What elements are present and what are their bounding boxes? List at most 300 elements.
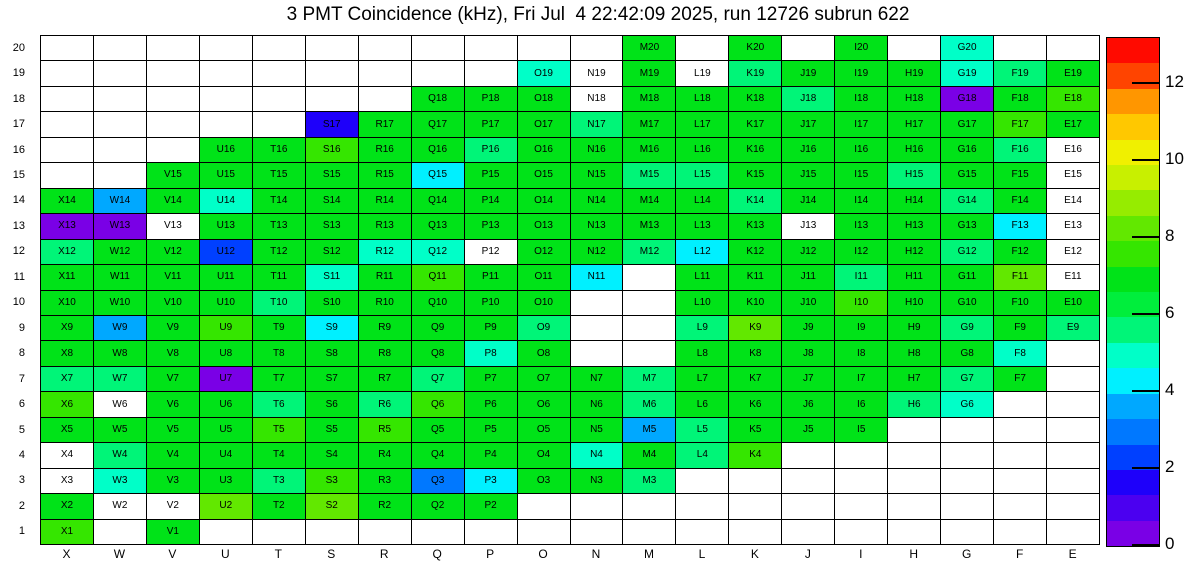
cell-S2: S2	[306, 494, 359, 519]
cell-I17: I17	[835, 112, 888, 137]
cell-L14: L14	[676, 189, 729, 214]
cell-L12: L12	[676, 240, 729, 265]
cell-F14: F14	[994, 189, 1047, 214]
cell-T13: T13	[253, 214, 306, 239]
cell-X7: X7	[41, 367, 94, 392]
cell-O10: O10	[518, 291, 571, 316]
cell-R3: R3	[359, 469, 412, 494]
cell-O11: O11	[518, 265, 571, 290]
cell-L18: L18	[676, 87, 729, 112]
cell-I19: I19	[835, 61, 888, 86]
empty-cell	[1047, 494, 1100, 519]
cell-H18: H18	[888, 87, 941, 112]
col-label-Q: Q	[432, 547, 442, 561]
cell-S5: S5	[306, 418, 359, 443]
cell-H14: H14	[888, 189, 941, 214]
row-label-15: 15	[12, 168, 25, 181]
cell-J8: J8	[782, 341, 835, 366]
cell-J10: J10	[782, 291, 835, 316]
empty-cell	[1047, 367, 1100, 392]
cell-W10: W10	[94, 291, 147, 316]
col-label-R: R	[379, 547, 389, 561]
empty-cell	[941, 494, 994, 519]
cell-R11: R11	[359, 265, 412, 290]
empty-cell	[147, 112, 200, 137]
cell-L9: L9	[676, 316, 729, 341]
cell-U11: U11	[200, 265, 253, 290]
empty-cell	[518, 520, 571, 545]
cell-Q7: Q7	[412, 367, 465, 392]
empty-cell	[465, 520, 518, 545]
cell-L13: L13	[676, 214, 729, 239]
empty-cell	[306, 61, 359, 86]
cell-P11: P11	[465, 265, 518, 290]
cell-N15: N15	[571, 163, 624, 188]
cell-R6: R6	[359, 392, 412, 417]
colorbar-tick	[1132, 236, 1159, 238]
cell-E17: E17	[1047, 112, 1100, 137]
cell-G19: G19	[941, 61, 994, 86]
cell-I13: I13	[835, 214, 888, 239]
cell-W4: W4	[94, 443, 147, 468]
row-label-12: 12	[12, 245, 25, 258]
empty-cell	[623, 316, 676, 341]
cell-L7: L7	[676, 367, 729, 392]
col-label-E: E	[1068, 547, 1077, 561]
cell-I12: I12	[835, 240, 888, 265]
cell-I5: I5	[835, 418, 888, 443]
cell-U8: U8	[200, 341, 253, 366]
cell-W2: W2	[94, 494, 147, 519]
cell-N16: N16	[571, 138, 624, 163]
cell-J15: J15	[782, 163, 835, 188]
cell-R4: R4	[359, 443, 412, 468]
empty-cell	[941, 469, 994, 494]
cell-S9: S9	[306, 316, 359, 341]
cell-S12: S12	[306, 240, 359, 265]
cell-E14: E14	[1047, 189, 1100, 214]
empty-cell	[623, 341, 676, 366]
colorbar-band	[1107, 495, 1159, 520]
cell-L8: L8	[676, 341, 729, 366]
cell-G13: G13	[941, 214, 994, 239]
cell-X9: X9	[41, 316, 94, 341]
cell-J7: J7	[782, 367, 835, 392]
cell-G7: G7	[941, 367, 994, 392]
cell-M17: M17	[623, 112, 676, 137]
empty-cell	[94, 87, 147, 112]
cell-F11: F11	[994, 265, 1047, 290]
cell-S3: S3	[306, 469, 359, 494]
cell-J18: J18	[782, 87, 835, 112]
cell-O13: O13	[518, 214, 571, 239]
cell-L15: L15	[676, 163, 729, 188]
empty-cell	[571, 341, 624, 366]
cell-P16: P16	[465, 138, 518, 163]
cell-G18: G18	[941, 87, 994, 112]
row-label-18: 18	[12, 92, 25, 105]
cell-J14: J14	[782, 189, 835, 214]
cell-U14: U14	[200, 189, 253, 214]
colorbar-band	[1107, 114, 1159, 139]
cell-Q15: Q15	[412, 163, 465, 188]
cell-F9: F9	[994, 316, 1047, 341]
cell-T8: T8	[253, 341, 306, 366]
colorbar-tick-label-8: 8	[1165, 226, 1175, 246]
cell-M12: M12	[623, 240, 676, 265]
row-label-9: 9	[18, 321, 25, 334]
col-axis	[40, 547, 1099, 567]
cell-X14: X14	[41, 189, 94, 214]
cell-O4: O4	[518, 443, 571, 468]
cell-M18: M18	[623, 87, 676, 112]
cell-M16: M16	[623, 138, 676, 163]
cell-S15: S15	[306, 163, 359, 188]
row-label-19: 19	[12, 67, 25, 80]
cell-G17: G17	[941, 112, 994, 137]
colorbar-tick-label-0: 0	[1165, 534, 1175, 553]
cell-N17: N17	[571, 112, 624, 137]
cell-L4: L4	[676, 443, 729, 468]
empty-cell	[888, 36, 941, 61]
cell-M6: M6	[623, 392, 676, 417]
empty-cell	[941, 443, 994, 468]
cell-T7: T7	[253, 367, 306, 392]
cell-W14: W14	[94, 189, 147, 214]
colorbar-band	[1107, 343, 1159, 368]
cell-H10: H10	[888, 291, 941, 316]
empty-cell	[782, 469, 835, 494]
cell-N6: N6	[571, 392, 624, 417]
empty-cell	[888, 418, 941, 443]
cell-N18: N18	[571, 87, 624, 112]
col-label-K: K	[750, 547, 759, 561]
cell-F19: F19	[994, 61, 1047, 86]
col-label-U: U	[221, 547, 230, 561]
colorbar-tick-label-10: 10	[1165, 149, 1184, 169]
cell-R16: R16	[359, 138, 412, 163]
colorbar-band	[1107, 317, 1159, 342]
empty-cell	[888, 443, 941, 468]
cell-O8: O8	[518, 341, 571, 366]
cell-W5: W5	[94, 418, 147, 443]
empty-cell	[41, 138, 94, 163]
cell-K20: K20	[729, 36, 782, 61]
empty-cell	[623, 494, 676, 519]
cell-Q2: Q2	[412, 494, 465, 519]
col-label-L: L	[698, 547, 706, 561]
cell-S11: S11	[306, 265, 359, 290]
cell-U12: U12	[200, 240, 253, 265]
cell-X6: X6	[41, 392, 94, 417]
empty-cell	[676, 469, 729, 494]
col-label-O: O	[538, 547, 548, 561]
empty-cell	[41, 163, 94, 188]
cell-Q13: Q13	[412, 214, 465, 239]
cell-O3: O3	[518, 469, 571, 494]
cell-X4: X4	[41, 443, 94, 468]
cell-U10: U10	[200, 291, 253, 316]
cell-Q4: Q4	[412, 443, 465, 468]
cell-F12: F12	[994, 240, 1047, 265]
cell-G14: G14	[941, 189, 994, 214]
empty-cell	[676, 36, 729, 61]
cell-K18: K18	[729, 87, 782, 112]
cell-P7: P7	[465, 367, 518, 392]
cell-G12: G12	[941, 240, 994, 265]
cell-P4: P4	[465, 443, 518, 468]
row-label-13: 13	[12, 219, 25, 232]
cell-U3: U3	[200, 469, 253, 494]
colorbar-band	[1107, 241, 1159, 266]
cell-P9: P9	[465, 316, 518, 341]
row-label-10: 10	[12, 296, 25, 309]
cell-P13: P13	[465, 214, 518, 239]
cell-K8: K8	[729, 341, 782, 366]
cell-T16: T16	[253, 138, 306, 163]
cell-G16: G16	[941, 138, 994, 163]
empty-cell	[1047, 392, 1100, 417]
colorbar-band	[1107, 140, 1159, 165]
cell-O9: O9	[518, 316, 571, 341]
cell-O15: O15	[518, 163, 571, 188]
cell-U5: U5	[200, 418, 253, 443]
empty-cell	[994, 520, 1047, 545]
cell-V7: V7	[147, 367, 200, 392]
cell-K17: K17	[729, 112, 782, 137]
empty-cell	[465, 36, 518, 61]
cell-E12: E12	[1047, 240, 1100, 265]
empty-cell	[571, 520, 624, 545]
cell-U2: U2	[200, 494, 253, 519]
cell-H19: H19	[888, 61, 941, 86]
cell-G9: G9	[941, 316, 994, 341]
empty-cell	[306, 520, 359, 545]
cell-K10: K10	[729, 291, 782, 316]
cell-X1: X1	[41, 520, 94, 545]
empty-cell	[994, 494, 1047, 519]
empty-cell	[200, 36, 253, 61]
cell-T5: T5	[253, 418, 306, 443]
cell-X8: X8	[41, 341, 94, 366]
cell-R13: R13	[359, 214, 412, 239]
cell-Q10: Q10	[412, 291, 465, 316]
cell-M19: M19	[623, 61, 676, 86]
cell-R7: R7	[359, 367, 412, 392]
cell-I9: I9	[835, 316, 888, 341]
cell-F10: F10	[994, 291, 1047, 316]
empty-cell	[253, 36, 306, 61]
cell-S16: S16	[306, 138, 359, 163]
empty-cell	[782, 36, 835, 61]
cell-F13: F13	[994, 214, 1047, 239]
cell-F15: F15	[994, 163, 1047, 188]
cell-V2: V2	[147, 494, 200, 519]
cell-W8: W8	[94, 341, 147, 366]
row-label-17: 17	[12, 118, 25, 131]
cell-H17: H17	[888, 112, 941, 137]
empty-cell	[729, 494, 782, 519]
empty-cell	[94, 138, 147, 163]
col-label-T: T	[274, 547, 282, 561]
empty-cell	[571, 291, 624, 316]
cell-F7: F7	[994, 367, 1047, 392]
cell-Q3: Q3	[412, 469, 465, 494]
row-label-8: 8	[18, 347, 25, 360]
cell-W3: W3	[94, 469, 147, 494]
cell-V15: V15	[147, 163, 200, 188]
cell-V11: V11	[147, 265, 200, 290]
heatmap-grid	[40, 35, 1100, 545]
colorbar-band	[1107, 521, 1159, 546]
cell-R9: R9	[359, 316, 412, 341]
cell-N3: N3	[571, 469, 624, 494]
cell-F16: F16	[994, 138, 1047, 163]
col-label-F: F	[1015, 547, 1024, 561]
cell-K7: K7	[729, 367, 782, 392]
col-label-N: N	[591, 547, 601, 561]
empty-cell	[1047, 443, 1100, 468]
cell-K9: K9	[729, 316, 782, 341]
empty-cell	[994, 36, 1047, 61]
cell-E19: E19	[1047, 61, 1100, 86]
cell-Q17: Q17	[412, 112, 465, 137]
cell-X2: X2	[41, 494, 94, 519]
cell-M5: M5	[623, 418, 676, 443]
page-title: 3 PMT Coincidence (kHz), Fri Jul 4 22:42:09 2025, run 12726 subrun 622	[286, 4, 910, 25]
empty-cell	[676, 520, 729, 545]
cell-T11: T11	[253, 265, 306, 290]
cell-V8: V8	[147, 341, 200, 366]
empty-cell	[94, 520, 147, 545]
empty-cell	[888, 520, 941, 545]
cell-P8: P8	[465, 341, 518, 366]
cell-S17: S17	[306, 112, 359, 137]
cell-R5: R5	[359, 418, 412, 443]
empty-cell	[994, 443, 1047, 468]
cell-P15: P15	[465, 163, 518, 188]
cell-I18: I18	[835, 87, 888, 112]
cell-L5: L5	[676, 418, 729, 443]
row-label-6: 6	[18, 398, 25, 411]
cell-T2: T2	[253, 494, 306, 519]
empty-cell	[359, 520, 412, 545]
cell-O7: O7	[518, 367, 571, 392]
empty-cell	[1047, 36, 1100, 61]
cell-U15: U15	[200, 163, 253, 188]
empty-cell	[518, 36, 571, 61]
cell-O17: O17	[518, 112, 571, 137]
cell-V1: V1	[147, 520, 200, 545]
cell-O19: O19	[518, 61, 571, 86]
empty-cell	[306, 36, 359, 61]
cell-F17: F17	[994, 112, 1047, 137]
cell-I15: I15	[835, 163, 888, 188]
cell-X13: X13	[41, 214, 94, 239]
colorbar-tick-label-6: 6	[1165, 303, 1175, 323]
empty-cell	[518, 494, 571, 519]
empty-cell	[835, 520, 888, 545]
cell-W13: W13	[94, 214, 147, 239]
colorbar-band	[1107, 470, 1159, 495]
col-label-M: M	[643, 547, 654, 561]
cell-J13: J13	[782, 214, 835, 239]
cell-E10: E10	[1047, 291, 1100, 316]
cell-N12: N12	[571, 240, 624, 265]
empty-cell	[41, 36, 94, 61]
cell-J6: J6	[782, 392, 835, 417]
cell-F18: F18	[994, 87, 1047, 112]
cell-U13: U13	[200, 214, 253, 239]
col-label-S: S	[327, 547, 336, 561]
empty-cell	[782, 494, 835, 519]
row-label-4: 4	[18, 448, 25, 461]
cell-P10: P10	[465, 291, 518, 316]
empty-cell	[412, 36, 465, 61]
cell-M7: M7	[623, 367, 676, 392]
cell-J11: J11	[782, 265, 835, 290]
colorbar-tick	[1132, 544, 1159, 546]
cell-P3: P3	[465, 469, 518, 494]
cell-Q18: Q18	[412, 87, 465, 112]
cell-E16: E16	[1047, 138, 1100, 163]
empty-cell	[200, 520, 253, 545]
cell-U6: U6	[200, 392, 253, 417]
empty-cell	[835, 469, 888, 494]
cell-T9: T9	[253, 316, 306, 341]
cell-V5: V5	[147, 418, 200, 443]
empty-cell	[729, 520, 782, 545]
empty-cell	[94, 112, 147, 137]
cell-T4: T4	[253, 443, 306, 468]
empty-cell	[200, 61, 253, 86]
cell-K13: K13	[729, 214, 782, 239]
empty-cell	[359, 61, 412, 86]
cell-T10: T10	[253, 291, 306, 316]
col-label-G: G	[962, 547, 972, 561]
colorbar-tick	[1132, 82, 1159, 84]
cell-K16: K16	[729, 138, 782, 163]
cell-J17: J17	[782, 112, 835, 137]
empty-cell	[571, 36, 624, 61]
empty-cell	[623, 520, 676, 545]
cell-L11: L11	[676, 265, 729, 290]
cell-N14: N14	[571, 189, 624, 214]
cell-N5: N5	[571, 418, 624, 443]
cell-S13: S13	[306, 214, 359, 239]
cell-L16: L16	[676, 138, 729, 163]
cell-Q5: Q5	[412, 418, 465, 443]
cell-H11: H11	[888, 265, 941, 290]
cell-G6: G6	[941, 392, 994, 417]
empty-cell	[623, 265, 676, 290]
cell-O14: O14	[518, 189, 571, 214]
cell-G11: G11	[941, 265, 994, 290]
col-label-V: V	[168, 547, 177, 561]
cell-Q6: Q6	[412, 392, 465, 417]
cell-J19: J19	[782, 61, 835, 86]
empty-cell	[253, 87, 306, 112]
cell-J16: J16	[782, 138, 835, 163]
cell-M13: M13	[623, 214, 676, 239]
cell-V9: V9	[147, 316, 200, 341]
cell-O5: O5	[518, 418, 571, 443]
cell-I6: I6	[835, 392, 888, 417]
empty-cell	[941, 418, 994, 443]
cell-S7: S7	[306, 367, 359, 392]
empty-cell	[1047, 341, 1100, 366]
cell-X3: X3	[41, 469, 94, 494]
